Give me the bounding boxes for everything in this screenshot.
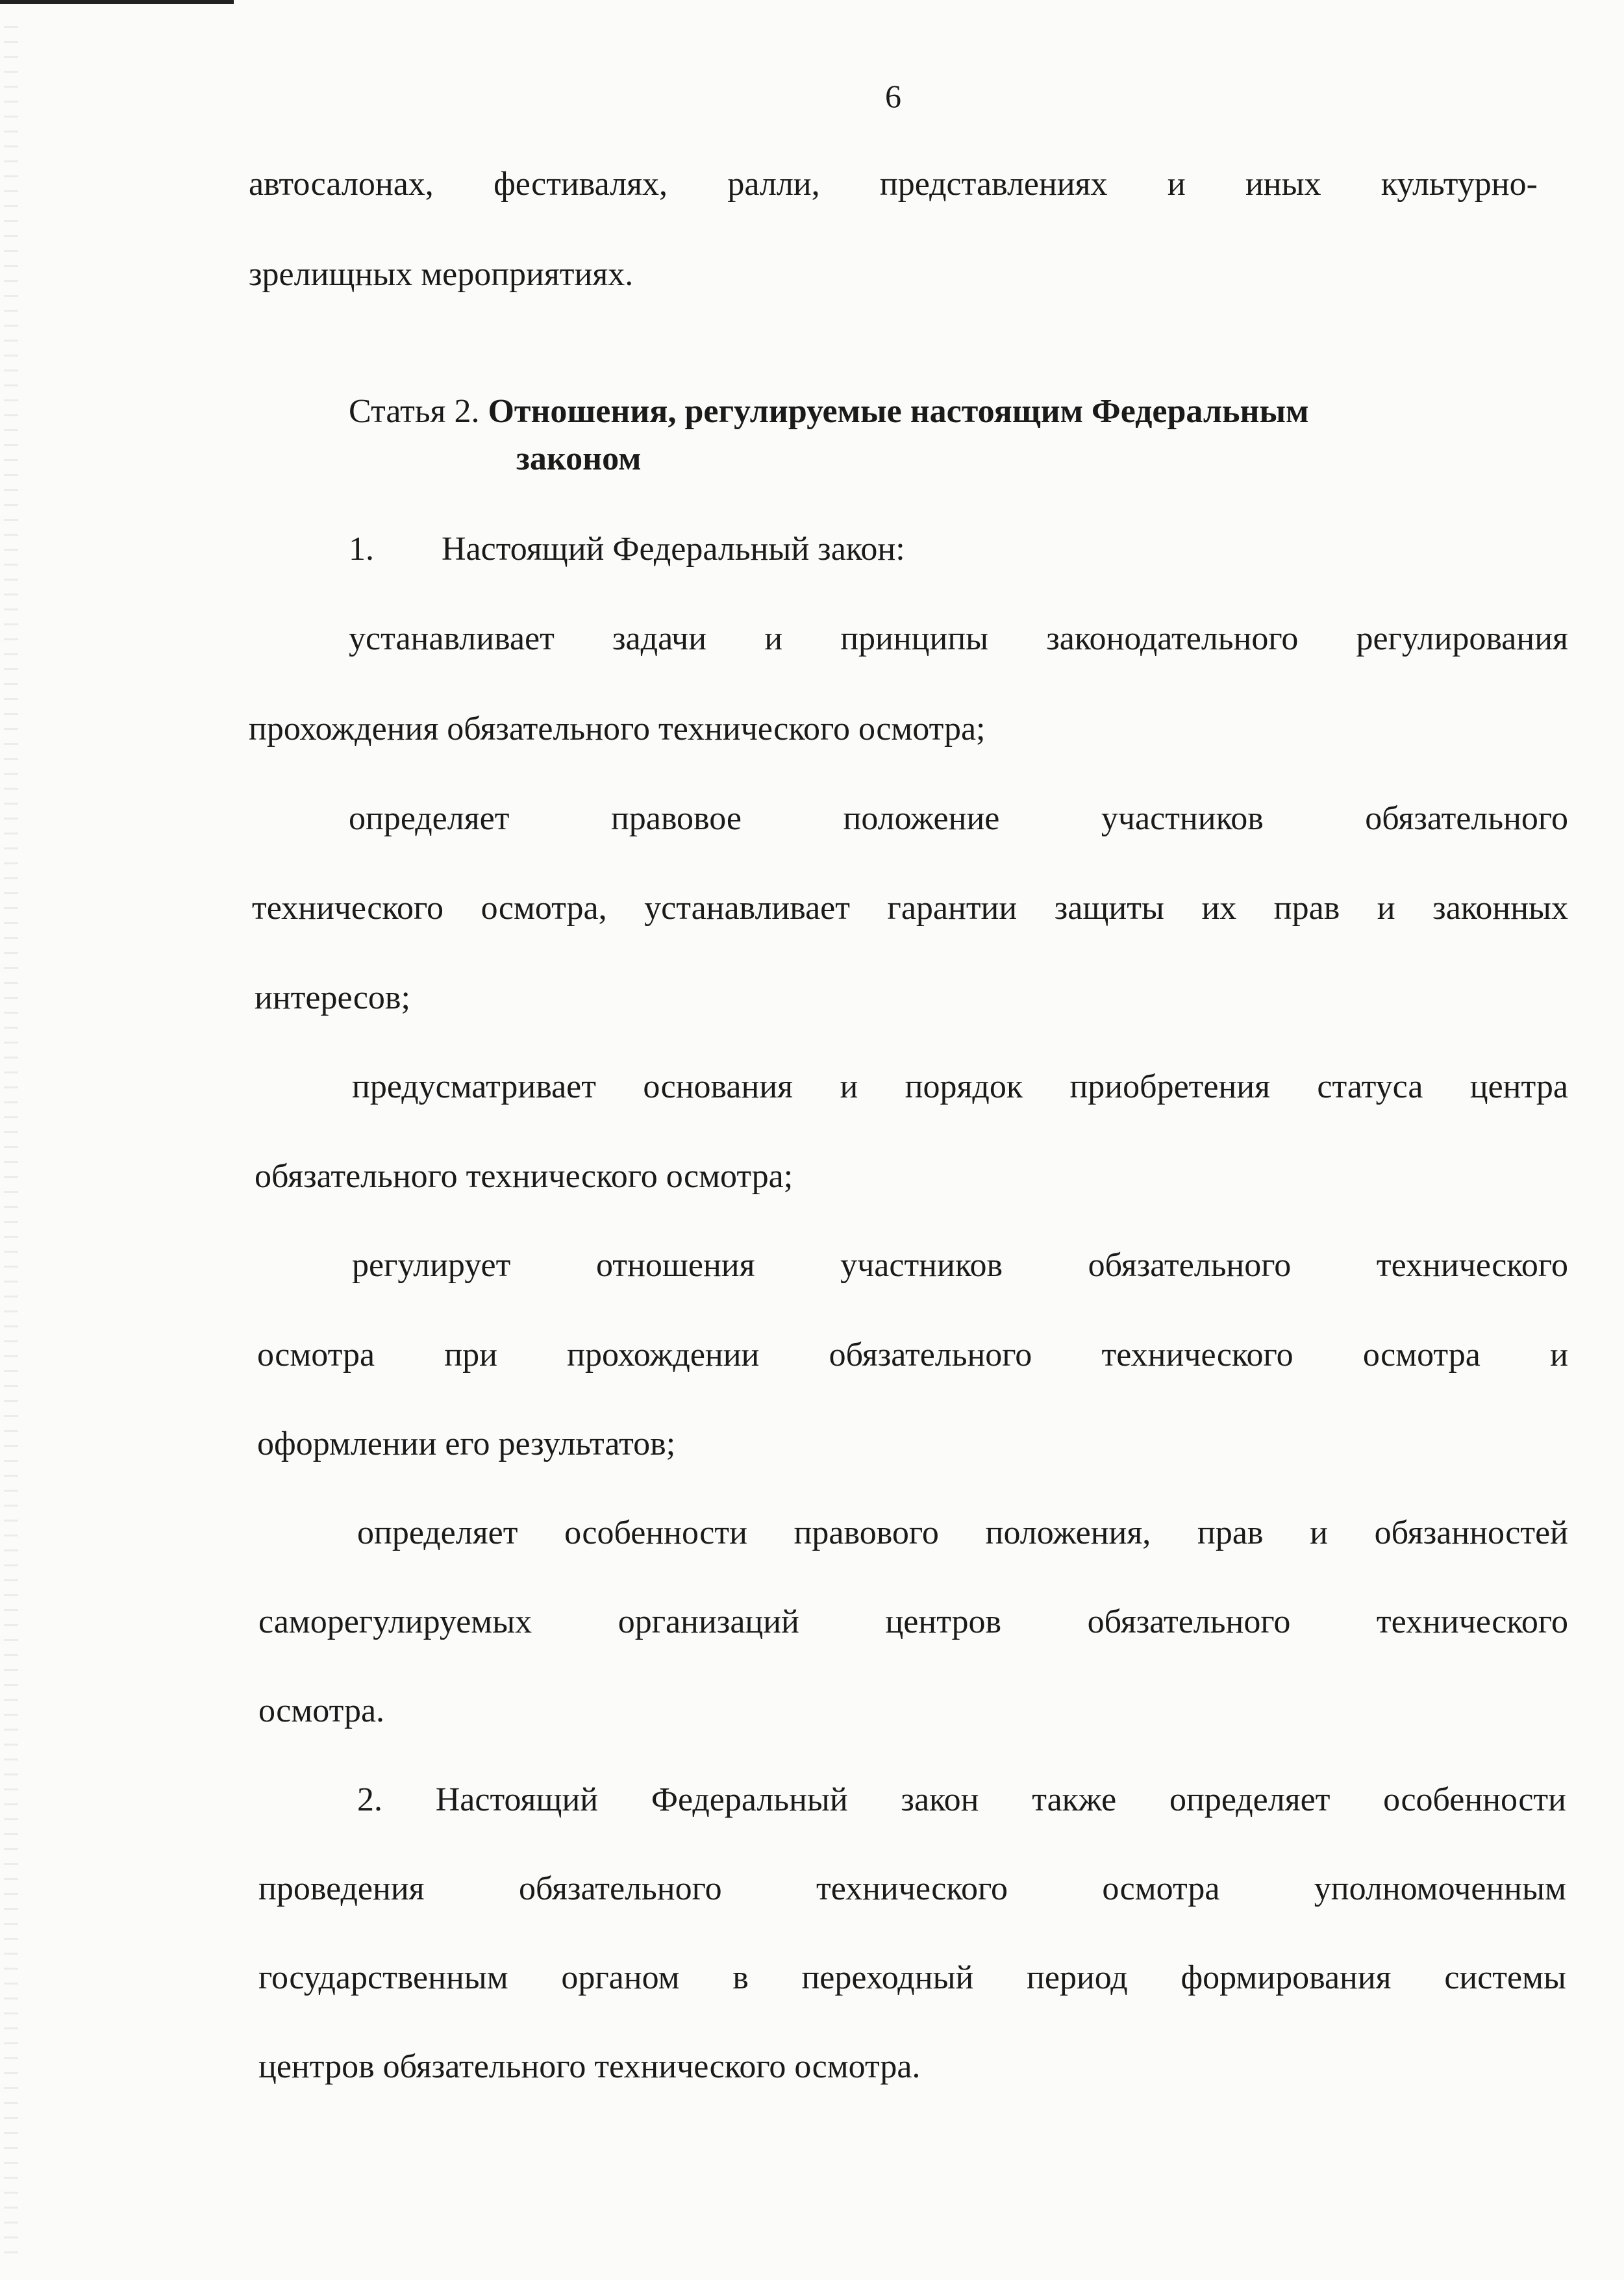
- paragraph-2-line-3: [258, 1958, 1566, 1998]
- word: осмотра,: [481, 890, 607, 927]
- word: устанавливает: [644, 890, 850, 927]
- word: статуса: [1317, 1068, 1423, 1105]
- word: и: [840, 1068, 858, 1105]
- word: центра: [1469, 1068, 1568, 1105]
- word: задачи: [612, 620, 707, 657]
- word: культурно-: [1380, 166, 1538, 203]
- word: положение: [843, 800, 1000, 837]
- word: участников: [1101, 800, 1264, 837]
- word: законодательного: [1046, 620, 1299, 657]
- word: основания: [643, 1068, 793, 1105]
- word: устанавливает: [349, 620, 555, 657]
- word: определяет: [357, 1514, 518, 1551]
- word: фестивалях,: [493, 166, 668, 203]
- word: прав: [1273, 890, 1340, 927]
- word: Настоящий: [435, 1781, 599, 1818]
- word: определяет: [1169, 1781, 1330, 1818]
- word: приобретения: [1069, 1068, 1271, 1105]
- word: гарантии: [887, 890, 1018, 927]
- word: центров: [885, 1603, 1002, 1640]
- word: регулирования: [1356, 620, 1568, 657]
- word: при: [444, 1336, 497, 1373]
- word: их: [1201, 890, 1237, 927]
- word: обязательного: [1365, 800, 1568, 837]
- word: правовое: [610, 800, 742, 837]
- paragraph-1c-line-1: [352, 1067, 1568, 1107]
- word: правового: [793, 1514, 939, 1551]
- word: в: [732, 1959, 749, 1996]
- paragraph-2-line-2: [258, 1869, 1566, 1909]
- scan-margin-noise: [4, 26, 18, 2260]
- paragraph-1-intro: 1. Настоящий Федеральный закон:: [349, 531, 905, 568]
- word: иных: [1245, 166, 1321, 203]
- paragraph-1a-line-2: прохождения обязательного технического осмотра;: [249, 710, 986, 747]
- word: также: [1032, 1781, 1117, 1818]
- word: обязательного: [829, 1336, 1032, 1373]
- word: и: [1310, 1514, 1328, 1551]
- word: отношения: [595, 1247, 755, 1284]
- word: организаций: [618, 1603, 799, 1640]
- word: 2.: [357, 1781, 382, 1818]
- word: осмотра: [1362, 1336, 1480, 1373]
- page-number: 6: [885, 78, 901, 114]
- paragraph-1a-line-1: [349, 619, 1568, 659]
- word: и: [1377, 890, 1395, 927]
- word: обязательного: [1087, 1603, 1291, 1640]
- word: обязанностей: [1374, 1514, 1568, 1551]
- word: и: [1550, 1336, 1568, 1373]
- word: саморегулируемых: [258, 1603, 532, 1640]
- word: порядок: [905, 1068, 1023, 1105]
- paragraph-1e-line-1: [357, 1513, 1568, 1553]
- article-label: Статья 2.: [349, 393, 480, 430]
- word: участников: [840, 1247, 1003, 1284]
- word: осмотра: [1102, 1870, 1220, 1907]
- paragraph-1c-line-2: обязательного технического осмотра;: [255, 1158, 793, 1195]
- word: уполномоченным: [1314, 1870, 1566, 1907]
- word: и: [764, 620, 783, 657]
- word: защиты: [1054, 890, 1164, 927]
- article-title-line-2: законом: [516, 440, 642, 477]
- word: осмотра: [257, 1336, 375, 1373]
- word: положения,: [985, 1514, 1151, 1551]
- word: особенности: [564, 1514, 747, 1551]
- paragraph-1b-line-1: [349, 799, 1568, 839]
- word: представлениях: [879, 166, 1108, 203]
- paragraph-1b-line-3: интересов;: [255, 979, 410, 1016]
- paragraph-1d-line-3: оформлении его результатов;: [257, 1425, 676, 1462]
- word: прав: [1197, 1514, 1264, 1551]
- word: определяет: [349, 800, 510, 837]
- paragraph-1d-line-1: [352, 1246, 1568, 1286]
- paragraph-1d-line-2: [257, 1335, 1568, 1375]
- word: государственным: [258, 1959, 508, 1996]
- word: обязательного: [1088, 1247, 1292, 1284]
- word: автосалонах,: [249, 166, 434, 203]
- paragraph-2-line-4: центров обязательного технического осмотра.: [258, 2048, 921, 2085]
- word: технического: [1376, 1603, 1568, 1640]
- word: период: [1027, 1959, 1128, 1996]
- text-line-continuation-2: зрелищных мероприятиях.: [249, 256, 634, 293]
- word: Федеральный: [651, 1781, 848, 1818]
- word: технического: [816, 1870, 1008, 1907]
- word: и: [1167, 166, 1186, 203]
- word: формирования: [1181, 1959, 1392, 1996]
- word: закон: [901, 1781, 979, 1818]
- word: технического: [252, 890, 444, 927]
- word: технического: [1101, 1336, 1293, 1373]
- text-line-continuation-1: [249, 164, 1538, 205]
- word: принципы: [840, 620, 989, 657]
- word: проведения: [258, 1870, 425, 1907]
- article-heading: [349, 392, 1309, 432]
- word: переходный: [801, 1959, 974, 1996]
- paragraph-1e-line-3: осмотра.: [258, 1692, 385, 1729]
- word: предусматривает: [352, 1068, 596, 1105]
- word: органом: [561, 1959, 680, 1996]
- word: системы: [1444, 1959, 1566, 1996]
- word: прохождении: [567, 1336, 760, 1373]
- word: ралли,: [727, 166, 820, 203]
- paragraph-2-line-1: [357, 1780, 1566, 1820]
- word: технического: [1376, 1247, 1568, 1284]
- scan-edge-mark: [0, 0, 234, 4]
- article-title-line-1: Отношения, регулируемые настоящим Федеральным: [488, 393, 1309, 430]
- paragraph-1e-line-2: [258, 1602, 1568, 1642]
- word: особенности: [1383, 1781, 1566, 1818]
- word: обязательного: [518, 1870, 722, 1907]
- paragraph-1b-line-2: [252, 888, 1568, 929]
- word: законных: [1432, 890, 1568, 927]
- word: регулирует: [352, 1247, 511, 1284]
